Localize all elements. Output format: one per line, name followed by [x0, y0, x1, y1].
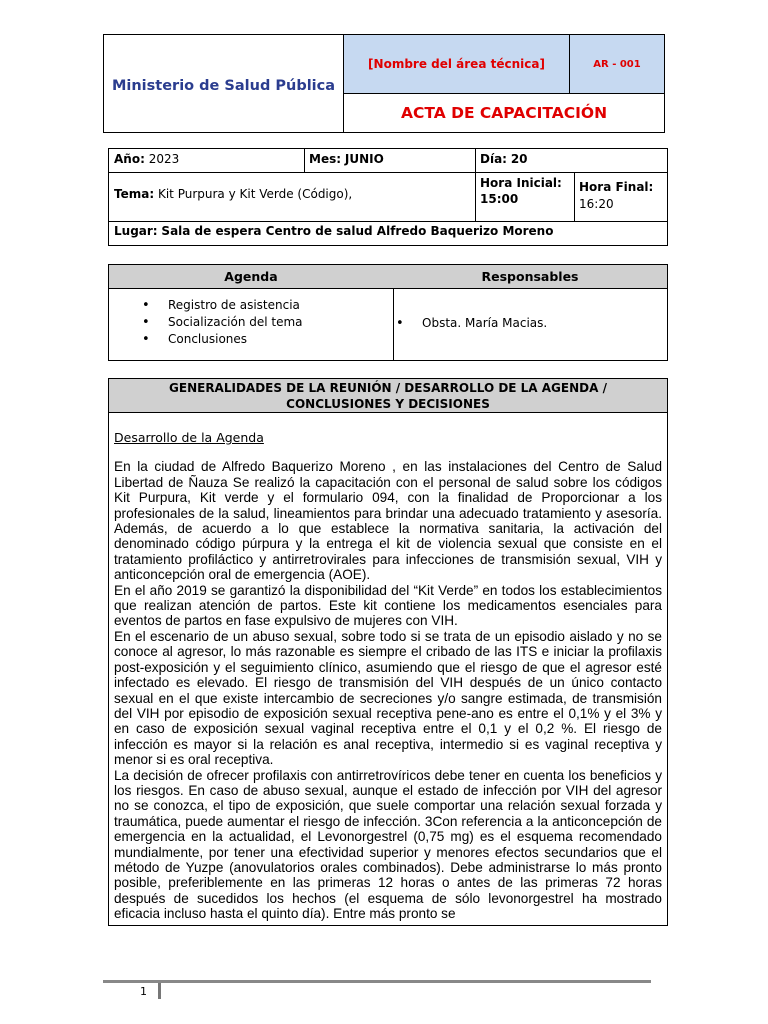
topic-value: Kit Purpura y Kit Verde (Código),: [157, 187, 353, 201]
day-value: 20: [510, 152, 528, 166]
responsables-header: [393, 264, 668, 289]
year-value: 2023: [148, 152, 180, 166]
body-paragraph: En el escenario de un abuso sexual, sobre todo si se trata de un episodio aislado y no se conoce al agresor, lo más razonable es siempre el cribado de las ITS e iniciar la profilaxis post-exposición y el seguimiento clínico, asumiendo que el riesgo de que el agresor esté infectado es elevado. El riesgo de transmisión del VIH después de un único contacto sexual en el que existe intercambio de secreciones y/o sangre estimada, de transmisión del VIH por episodio de exposición sexual receptiva pene-ano es entre el 0,1% y el 3% y en caso de exposición sexual vaginal receptiva entre el 0,1 y el 0,2 %. El riesgo de infección es mayor si la relación es anal receptiva, intermedio si es vaginal receptiva y menor si es oral receptiva.: [114, 628, 662, 768]
section-heading: GENERALIDADES DE LA REUNIÓN / DESARROLLO DE LA AGENDA / CONCLUSIONES Y DECISIONES: [169, 380, 607, 411]
day-cell: [475, 148, 668, 173]
ministry-name: Ministerio de Salud Pública: [111, 77, 336, 94]
responsables-list: [396, 315, 667, 332]
document-title-cell: [344, 94, 664, 132]
year-cell: [108, 148, 305, 173]
document-header: [103, 34, 665, 133]
responsables-header-label: Responsables: [481, 269, 579, 284]
agenda-item: • Conclusiones: [142, 331, 393, 348]
start-time-value: 15:00: [480, 192, 519, 206]
month-label: Mes:: [309, 152, 342, 166]
agenda-item: • Registro de asistencia: [142, 297, 393, 314]
development-body: [108, 412, 668, 926]
footer-separator: [158, 983, 161, 999]
agenda-items-cell: [108, 288, 394, 361]
year-label: Año:: [114, 152, 145, 166]
agenda-header-label: Agenda: [224, 269, 278, 284]
topic-label: Tema:: [114, 187, 155, 201]
document-code-cell: [570, 35, 664, 94]
end-time-cell: [574, 172, 668, 222]
agenda-item: • Socialización del tema: [142, 314, 393, 331]
end-time-value: 16:20: [579, 197, 614, 211]
end-time-label: Hora Final:: [579, 180, 654, 194]
place-label: Lugar:: [114, 224, 158, 238]
footer-rule: [103, 980, 651, 983]
section-heading-cell: [108, 378, 668, 413]
body-paragraph: En el año 2019 se garantizó la disponibilidad del “Kit Verde” en todos los establecimientos que realizan atención de partos. Este kit contiene los medicamentos esenciales para eventos de partos en fase expulsivo de mujeres con VIH.: [114, 582, 662, 629]
responsable-item: • Obsta. María Macias.: [396, 315, 667, 332]
day-label: Día:: [480, 152, 507, 166]
development-subtitle: Desarrollo de la Agenda: [114, 430, 264, 445]
body-paragraph: En la ciudad de Alfredo Baquerizo Moreno , en las instalaciones del Centro de Salud Libertad de Ñauza Se realizó la capacitación con el personal de salud sobre los códigos Kit Purpura, Kit verde y el formulario 094, con la finalidad de Proporcionar a los profesionales de la salud, lineamientos para brindar una adecuado tratamiento y asesoría. Además, de acuerdo a lo que establece la normativa sanitaria, la activación del denominado código púrpura y la entrega el kit de violencia sexual que consiste en el tratamiento profiláctico y antirretrovirales para infecciones de transmisión sexual, VIH y anticoncepción oral de emergencia (AOE).: [114, 459, 662, 583]
start-time-label: Hora Inicial:: [480, 176, 562, 190]
month-cell: [304, 148, 476, 173]
document-code: AR - 001: [593, 58, 641, 70]
place-cell: [108, 221, 668, 246]
place-value: Sala de espera Centro de salud Alfredo Baquerizo Moreno: [161, 224, 554, 238]
page-number: 1: [140, 985, 147, 998]
document-title: ACTA DE CAPACITACIÓN: [400, 104, 608, 122]
technical-area-name: [Nombre del área técnica]: [368, 57, 545, 71]
responsables-cell: [393, 288, 668, 361]
body-paragraph: La decisión de ofrecer profilaxis con antirretrovíricos debe tener en cuenta los beneficios y los riesgos. En caso de abuso sexual, aunque el estado de infección por VIH del agresor no se conozca, el tipo de exposición, que suele comportar una relación sexual forzada y traumática, puede aumentar el riesgo de infección. 3Con referencia a la anticoncepción de emergencia en la actualidad, el Levonorgestrel (0,75 mg) es el esquema recomendado mundialmente, por tener una efectividad superior y menores efectos secundarios que el método de Yuzpe (anovulatorios orales combinados). Debe administrarse lo más pronto posible, preferiblemente en las primeras 12 horas o antes de las primeras 72 horas después de sucedidos los hechos (el esquema de sólo levonorgestrel ha mostrado eficacia incluso hasta el quinto día). Entre más pronto se: [114, 767, 662, 922]
start-time-cell: [475, 172, 575, 222]
month-value: JUNIO: [344, 152, 384, 166]
topic-cell: [108, 172, 476, 222]
agenda-header: [108, 264, 394, 289]
ministry-logo: [104, 35, 344, 132]
technical-area-cell: [344, 35, 570, 94]
agenda-list: [142, 297, 393, 348]
